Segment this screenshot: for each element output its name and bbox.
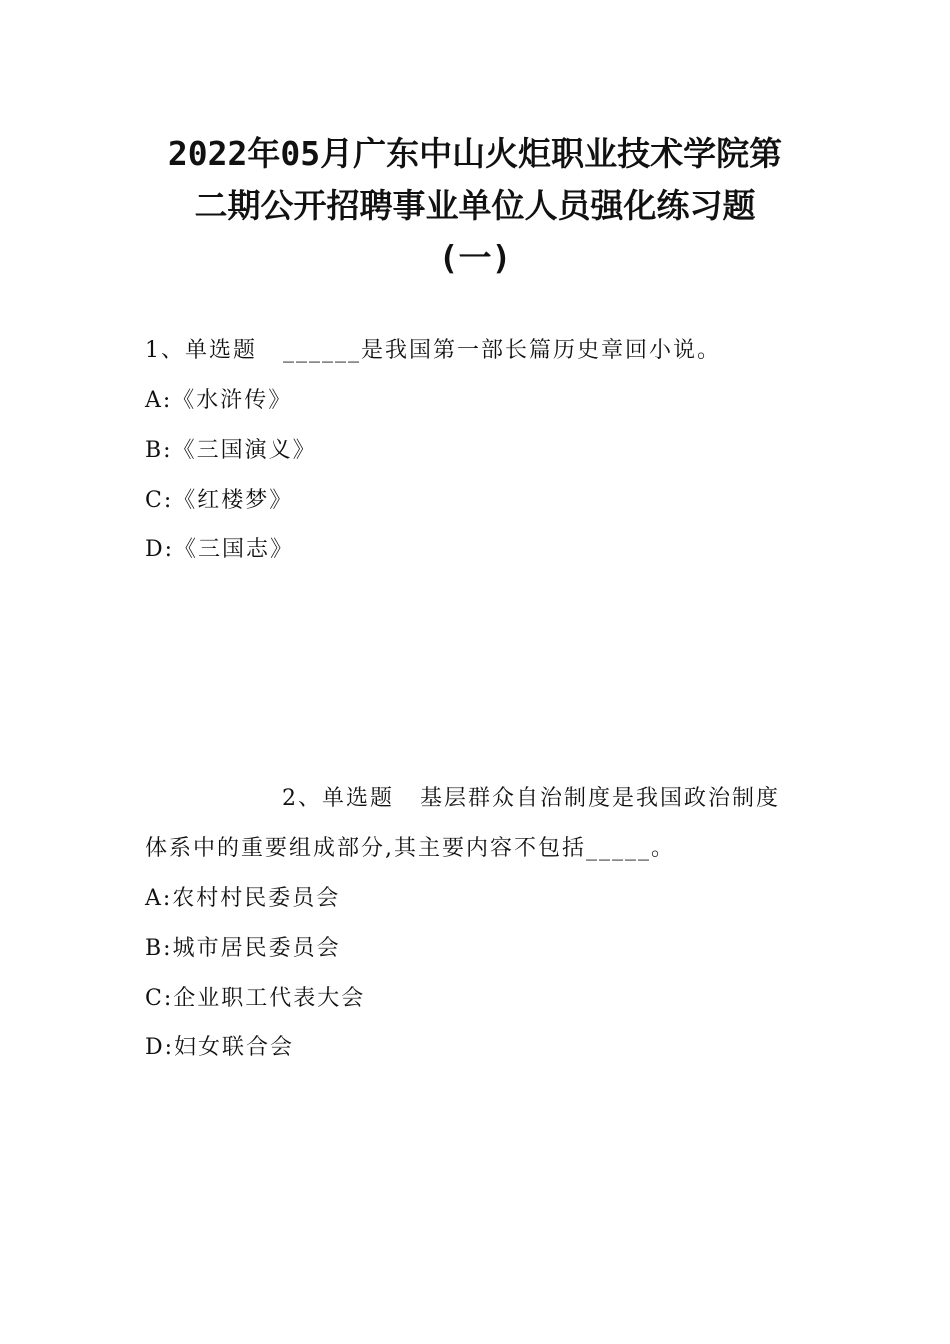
question-2-stem <box>282 784 780 814</box>
question-1-option-b[interactable]: B:《三国演义》 <box>145 438 317 463</box>
question-2-option-d[interactable]: D:妇女联合会 <box>145 1035 295 1060</box>
question-2-option-c[interactable]: C:企业职工代表大会 <box>145 986 366 1011</box>
question-1-text: ______是我国第一部长篇历史章回小说。 <box>283 338 722 363</box>
title-line-1: 2022年05月广东中山火炬职业技术学院第 <box>167 134 783 173</box>
question-2-option-b[interactable]: B:城市居民委员会 <box>145 936 341 961</box>
title-line-2: 二期公开招聘事业单位人员强化练习题 <box>194 186 756 225</box>
question-2-type: 单选题 <box>322 786 395 811</box>
question-1-number: 1、 <box>145 338 185 363</box>
question-2-number: 2、 <box>282 786 322 811</box>
question-2-option-a[interactable]: A:农村村民委员会 <box>145 886 341 911</box>
question-1-type: 单选题 <box>185 338 258 363</box>
question-1-option-a[interactable]: A:《水浒传》 <box>145 388 293 413</box>
question-2-text-line-2: 体系中的重要组成部分,其主要内容不包括_____。 <box>145 836 675 861</box>
title-line-3: (一) <box>438 238 512 277</box>
question-2-text-line-1: 基层群众自治制度是我国政治制度 <box>420 786 781 811</box>
question-1-stem <box>145 336 721 366</box>
document-title <box>0 128 950 284</box>
question-1-option-d[interactable]: D:《三国志》 <box>145 537 295 562</box>
question-1-option-c[interactable]: C:《红楼梦》 <box>145 488 294 513</box>
